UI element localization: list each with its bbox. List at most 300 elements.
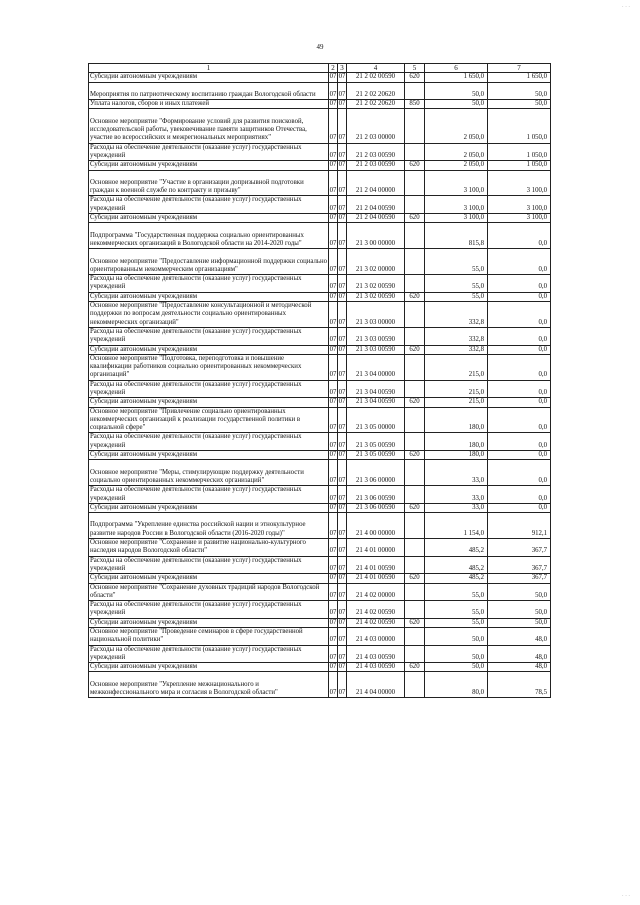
table-row — [89, 486, 551, 504]
header-cell: 7 — [488, 64, 551, 73]
row-section: 07 — [329, 354, 338, 380]
row-expense-type — [405, 380, 425, 398]
row-amount-2019: 180,0 — [425, 433, 488, 451]
row-amount-2019: 180,0 — [425, 451, 488, 460]
row-expense-type: 620 — [405, 214, 425, 223]
row-name: Расходы на обеспечение деятельности (оказание услуг) государственных учреждений — [89, 380, 329, 398]
row-amount-2019: 55,0 — [425, 292, 488, 301]
row-subsection: 07 — [338, 460, 347, 486]
row-amount-2019: 2 050,0 — [425, 109, 488, 143]
row-section: 07 — [329, 503, 337, 511]
row-section: 07 — [329, 249, 338, 275]
row-section: 07 — [329, 663, 337, 671]
row-amount-2020: 0,0 — [488, 223, 551, 249]
row-subsection: 07 — [338, 503, 346, 511]
row-expense-type: 620 — [405, 503, 425, 512]
table-row — [89, 460, 551, 486]
row-expense-type — [405, 143, 425, 161]
row-amount-2019: 180,0 — [425, 407, 488, 433]
row-section: 07 — [329, 170, 338, 196]
row-target-code: 21 3 04 00000 — [347, 354, 405, 380]
row-expense-type — [405, 249, 425, 275]
row-amount-2020: 78,5 — [488, 672, 551, 698]
row-amount-2020: 0,0 — [488, 398, 551, 407]
row-target-code: 21 4 02 00590 — [347, 601, 405, 619]
row-section: 07 — [329, 302, 338, 328]
table-row — [89, 628, 551, 646]
row-amount-2020: 3 100,0 — [488, 214, 551, 223]
table-row — [89, 451, 551, 460]
header-cell: 5 — [405, 64, 425, 73]
row-target-code: 21 3 05 00590 — [347, 433, 405, 451]
corner-mark-top: · · · — [622, 4, 630, 10]
table-row — [89, 143, 551, 161]
row-amount-2020: 3 100,0 — [488, 196, 551, 214]
row-target-code: 21 3 05 00590 — [347, 451, 405, 460]
row-name: Субсидии автономным учреждениям — [89, 618, 329, 627]
table-row — [89, 618, 551, 627]
row-expense-type: 620 — [405, 618, 425, 627]
row-amount-2019: 33,0 — [425, 503, 488, 512]
row-name: Подпрограмма "Государственная поддержка социально ориентированных некоммерческих организаций в Вологодской области на 2014-2020 годы" — [89, 223, 329, 249]
row-subsection: 07 — [338, 398, 346, 406]
row-subsection: 07 — [338, 354, 347, 380]
row-target-code: 21 3 05 00000 — [347, 407, 405, 433]
table-row — [89, 574, 551, 583]
row-name: Подпрограмма "Укрепление единства российской нации и этнокультурное развитие народов России в Вологодской области (2016-2020 годы)" — [89, 513, 329, 539]
row-amount-2019: 485,2 — [425, 574, 488, 583]
row-amount-2019: 3 100,0 — [425, 196, 488, 214]
row-subsection: 07 — [338, 73, 346, 81]
row-amount-2019: 33,0 — [425, 486, 488, 504]
row-amount-2020: 0,0 — [488, 275, 551, 293]
row-target-code: 21 3 06 00000 — [347, 460, 405, 486]
row-name: Расходы на обеспечение деятельности (оказание услуг) государственных учреждений — [89, 433, 329, 451]
row-target-code: 21 3 02 00590 — [347, 292, 405, 301]
row-amount-2019: 215,0 — [425, 380, 488, 398]
row-target-code: 21 3 03 00590 — [347, 327, 405, 345]
table-row — [89, 345, 551, 354]
row-subsection: 07 — [338, 407, 347, 433]
row-name: Основное мероприятие "Проведение семинаров в сфере государственной национальной политики" — [89, 628, 329, 646]
row-section: 07 — [329, 398, 337, 406]
row-target-code: 21 3 02 00590 — [347, 275, 405, 293]
row-section: 07 — [329, 275, 338, 293]
table-row — [89, 556, 551, 574]
row-section: 07 — [329, 451, 337, 459]
row-name: Расходы на обеспечение деятельности (оказание услуг) государственных учреждений — [89, 275, 329, 293]
row-target-code: 21 4 01 00590 — [347, 556, 405, 574]
row-target-code: 21 3 03 00000 — [347, 302, 405, 328]
row-subsection: 07 — [338, 628, 347, 646]
row-name: Основное мероприятие "Предоставление консультационной и методической поддержки по вопросам деятельности социально ориентированных некоммерческих организаций" — [89, 302, 329, 328]
row-target-code: 21 4 03 00590 — [347, 663, 405, 672]
budget-table — [88, 63, 551, 698]
row-subsection: 07 — [338, 556, 347, 574]
row-name: Субсидии автономным учреждениям — [89, 663, 329, 672]
row-expense-type — [405, 460, 425, 486]
row-expense-type — [405, 275, 425, 293]
row-expense-type — [405, 196, 425, 214]
row-amount-2019: 50,0 — [425, 663, 488, 672]
row-subsection: 07 — [338, 574, 346, 582]
row-amount-2020: 1 050,0 — [488, 161, 551, 170]
table-row — [89, 513, 551, 539]
row-amount-2019: 55,0 — [425, 249, 488, 275]
table-row — [89, 354, 551, 380]
header-cell: 3 — [338, 64, 347, 73]
row-amount-2020: 0,0 — [488, 249, 551, 275]
row-name: Расходы на обеспечение деятельности (оказание услуг) государственных учреждений — [89, 196, 329, 214]
row-subsection: 07 — [338, 433, 347, 451]
row-amount-2019: 215,0 — [425, 354, 488, 380]
row-target-code: 21 3 06 00590 — [347, 486, 405, 504]
table-row — [89, 249, 551, 275]
row-subsection: 07 — [338, 645, 347, 663]
row-section: 07 — [329, 486, 338, 504]
row-subsection: 07 — [338, 618, 346, 626]
row-name: Субсидии автономным учреждениям — [89, 73, 329, 82]
row-section: 07 — [329, 327, 338, 345]
row-name: Субсидии автономным учреждениям — [89, 574, 329, 583]
row-amount-2019: 55,0 — [425, 618, 488, 627]
row-amount-2019: 1 650,0 — [425, 73, 488, 82]
table-row — [89, 73, 551, 82]
row-expense-type: 620 — [405, 73, 425, 82]
row-target-code: 21 4 01 00000 — [347, 539, 405, 557]
row-target-code: 21 4 02 00590 — [347, 618, 405, 627]
row-name: Расходы на обеспечение деятельности (оказание услуг) государственных учреждений — [89, 601, 329, 619]
row-name: Субсидии автономным учреждениям — [89, 161, 329, 170]
row-section: 07 — [329, 645, 338, 663]
row-amount-2019: 50,0 — [425, 82, 488, 100]
row-subsection: 07 — [338, 380, 347, 398]
row-expense-type — [405, 628, 425, 646]
row-expense-type — [405, 645, 425, 663]
row-subsection: 07 — [338, 100, 346, 108]
row-expense-type — [405, 223, 425, 249]
row-target-code: 21 4 04 00000 — [347, 672, 405, 698]
row-subsection: 07 — [338, 143, 347, 161]
row-expense-type — [405, 601, 425, 619]
row-subsection: 07 — [338, 345, 346, 353]
row-name: Основное мероприятие "Предоставление информационной поддержки социально ориентированным некоммерческим организациям" — [89, 249, 329, 275]
row-amount-2020: 0,0 — [488, 327, 551, 345]
table-row — [89, 214, 551, 223]
table-row — [89, 663, 551, 672]
row-name: Основное мероприятие "Формирование условий для развития поисковой, исследовательской работы, увековечивание памяти защитников Отечества, участие во всероссийских и межрегиональных мероприятиях" — [89, 109, 329, 143]
row-amount-2020: 0,0 — [488, 460, 551, 486]
row-amount-2019: 215,0 — [425, 398, 488, 407]
row-section: 07 — [329, 223, 338, 249]
row-amount-2020: 48,0 — [488, 663, 551, 672]
row-target-code: 21 2 02 20620 — [347, 82, 405, 100]
row-name: Основное мероприятие "Подготовка, переподготовка и повышение квалификации работников социально ориентированных некоммерческих организаций" — [89, 354, 329, 380]
row-section: 07 — [329, 601, 338, 619]
row-amount-2020: 50,0 — [488, 618, 551, 627]
row-expense-type — [405, 556, 425, 574]
row-expense-type — [405, 82, 425, 100]
row-amount-2019: 55,0 — [425, 601, 488, 619]
table-row — [89, 380, 551, 398]
row-expense-type: 620 — [405, 161, 425, 170]
table-row — [89, 292, 551, 301]
header-cell: 1 — [89, 64, 329, 73]
row-name: Основное мероприятие "Сохранение и развитие национально-культурного наследия народов Вологодской области" — [89, 539, 329, 557]
row-subsection: 07 — [338, 663, 346, 671]
row-target-code: 21 4 03 00000 — [347, 628, 405, 646]
header-cell: 4 — [347, 64, 405, 73]
row-expense-type: 620 — [405, 451, 425, 460]
row-section: 07 — [329, 539, 338, 557]
row-section: 07 — [329, 618, 337, 626]
row-name: Субсидии автономным учреждениям — [89, 345, 329, 354]
row-expense-type — [405, 302, 425, 328]
row-target-code: 21 3 03 00590 — [347, 345, 405, 354]
row-subsection: 07 — [338, 214, 346, 222]
row-section: 07 — [329, 100, 337, 108]
row-name: Субсидии автономным учреждениям — [89, 292, 329, 301]
row-name: Уплата налогов, сборов и иных платежей — [89, 100, 329, 109]
row-expense-type — [405, 170, 425, 196]
row-subsection: 07 — [338, 601, 347, 619]
row-name: Расходы на обеспечение деятельности (оказание услуг) государственных учреждений — [89, 556, 329, 574]
row-section: 07 — [329, 583, 338, 601]
table-row — [89, 601, 551, 619]
row-amount-2020: 367,7 — [488, 556, 551, 574]
row-amount-2020: 50,0 — [488, 100, 551, 109]
row-subsection: 07 — [338, 249, 347, 275]
row-target-code: 21 3 04 00590 — [347, 398, 405, 407]
row-subsection: 07 — [338, 451, 346, 459]
row-section: 07 — [329, 73, 337, 81]
row-amount-2020: 0,0 — [488, 380, 551, 398]
row-subsection: 07 — [338, 170, 347, 196]
row-section: 07 — [329, 345, 337, 353]
table-row — [89, 196, 551, 214]
row-subsection: 07 — [338, 327, 347, 345]
table-row — [89, 161, 551, 170]
table-row — [89, 275, 551, 293]
row-amount-2020: 0,0 — [488, 486, 551, 504]
row-name: Основное мероприятие "Участие в организации допризывной подготовки граждан к военной службе по контракту и призыву" — [89, 170, 329, 196]
row-name: Субсидии автономным учреждениям — [89, 398, 329, 407]
row-name: Субсидии автономным учреждениям — [89, 503, 329, 512]
row-amount-2019: 1 154,0 — [425, 513, 488, 539]
row-target-code: 21 2 04 00000 — [347, 170, 405, 196]
row-amount-2020: 0,0 — [488, 345, 551, 354]
row-amount-2019: 3 100,0 — [425, 214, 488, 223]
row-amount-2019: 2 050,0 — [425, 143, 488, 161]
row-amount-2020: 48,0 — [488, 645, 551, 663]
row-target-code: 21 2 03 00000 — [347, 109, 405, 143]
row-amount-2020: 50,0 — [488, 583, 551, 601]
row-amount-2020: 367,7 — [488, 539, 551, 557]
row-section: 07 — [329, 380, 338, 398]
row-amount-2020: 1 050,0 — [488, 143, 551, 161]
header-cell: 2 — [329, 64, 338, 73]
table-header-row — [89, 64, 551, 73]
row-section: 07 — [329, 556, 338, 574]
row-amount-2020: 0,0 — [488, 292, 551, 301]
row-amount-2020: 912,1 — [488, 513, 551, 539]
row-target-code: 21 2 04 00590 — [347, 196, 405, 214]
row-expense-type — [405, 354, 425, 380]
row-amount-2019: 50,0 — [425, 628, 488, 646]
table-row — [89, 223, 551, 249]
row-subsection: 07 — [338, 513, 347, 539]
row-name: Субсидии автономным учреждениям — [89, 214, 329, 223]
row-target-code: 21 2 02 00590 — [347, 73, 405, 82]
row-expense-type — [405, 327, 425, 345]
page-number: 49 — [316, 43, 324, 51]
row-name: Расходы на обеспечение деятельности (оказание услуг) государственных учреждений — [89, 486, 329, 504]
row-expense-type: 620 — [405, 398, 425, 407]
row-section: 07 — [329, 82, 338, 100]
row-name: Расходы на обеспечение деятельности (оказание услуг) государственных учреждений — [89, 143, 329, 161]
row-amount-2019: 2 050,0 — [425, 161, 488, 170]
row-amount-2020: 0,0 — [488, 433, 551, 451]
row-target-code: 21 3 00 00000 — [347, 223, 405, 249]
row-target-code: 21 4 01 00590 — [347, 574, 405, 583]
row-expense-type: 620 — [405, 574, 425, 583]
row-expense-type: 620 — [405, 345, 425, 354]
row-section: 07 — [329, 574, 337, 582]
row-target-code: 21 2 02 20620 — [347, 100, 405, 109]
header-cell: 6 — [425, 64, 488, 73]
table-row — [89, 109, 551, 143]
row-amount-2020: 0,0 — [488, 407, 551, 433]
row-subsection: 07 — [338, 583, 347, 601]
row-target-code: 21 4 00 00000 — [347, 513, 405, 539]
row-amount-2020: 0,0 — [488, 302, 551, 328]
row-amount-2020: 50,0 — [488, 601, 551, 619]
row-amount-2019: 815,8 — [425, 223, 488, 249]
table-row — [89, 672, 551, 698]
row-section: 07 — [329, 214, 337, 222]
row-amount-2019: 33,0 — [425, 460, 488, 486]
row-amount-2020: 367,7 — [488, 574, 551, 583]
table-row — [89, 170, 551, 196]
row-amount-2020: 0,0 — [488, 451, 551, 460]
table-row — [89, 327, 551, 345]
table-row — [89, 100, 551, 109]
row-amount-2020: 0,0 — [488, 503, 551, 512]
row-subsection: 07 — [338, 539, 347, 557]
table-row — [89, 407, 551, 433]
row-amount-2019: 332,8 — [425, 302, 488, 328]
row-amount-2020: 50,0 — [488, 82, 551, 100]
row-expense-type: 620 — [405, 663, 425, 672]
row-target-code: 21 4 03 00590 — [347, 645, 405, 663]
row-amount-2019: 80,0 — [425, 672, 488, 698]
row-subsection: 07 — [338, 302, 347, 328]
row-section: 07 — [329, 433, 338, 451]
row-amount-2019: 3 100,0 — [425, 170, 488, 196]
table-row — [89, 503, 551, 512]
row-subsection: 07 — [338, 109, 347, 143]
row-section: 07 — [329, 143, 338, 161]
row-section: 07 — [329, 460, 338, 486]
row-name: Расходы на обеспечение деятельности (оказание услуг) государственных учреждений — [89, 327, 329, 345]
row-amount-2020: 1 050,0 — [488, 109, 551, 143]
row-amount-2019: 332,8 — [425, 345, 488, 354]
row-amount-2019: 485,2 — [425, 556, 488, 574]
row-amount-2019: 50,0 — [425, 100, 488, 109]
table-row — [89, 645, 551, 663]
row-name: Расходы на обеспечение деятельности (оказание услуг) государственных учреждений — [89, 645, 329, 663]
row-subsection: 07 — [338, 292, 346, 300]
row-name: Мероприятия по патриотическому воспитанию граждан Вологодской области — [89, 82, 329, 100]
row-name: Основное мероприятие "Укрепление межнационального и межконфессионального мира и согласия в Вологодской области" — [89, 672, 329, 698]
row-amount-2019: 50,0 — [425, 645, 488, 663]
row-expense-type — [405, 486, 425, 504]
row-expense-type — [405, 539, 425, 557]
row-subsection: 07 — [338, 82, 347, 100]
table-row — [89, 539, 551, 557]
row-subsection: 07 — [338, 161, 346, 169]
row-target-code: 21 2 04 00590 — [347, 214, 405, 223]
row-expense-type — [405, 513, 425, 539]
row-expense-type — [405, 407, 425, 433]
row-subsection: 07 — [338, 275, 347, 293]
row-subsection: 07 — [338, 672, 347, 698]
row-expense-type: 850 — [405, 100, 425, 109]
row-target-code: 21 3 04 00590 — [347, 380, 405, 398]
row-amount-2019: 55,0 — [425, 583, 488, 601]
table-row — [89, 302, 551, 328]
table-row — [89, 583, 551, 601]
row-name: Основное мероприятие "Привлечение социально ориентированных некоммерческих организаций к реализации государственной политики в социальной сфере" — [89, 407, 329, 433]
row-target-code: 21 3 06 00590 — [347, 503, 405, 512]
row-target-code: 21 4 02 00000 — [347, 583, 405, 601]
row-expense-type: 620 — [405, 292, 425, 301]
row-name: Основное мероприятие "Сохранение духовных традиций народов Вологодской области" — [89, 583, 329, 601]
row-target-code: 21 3 02 00000 — [347, 249, 405, 275]
row-expense-type — [405, 109, 425, 143]
row-amount-2020: 3 100,0 — [488, 170, 551, 196]
row-amount-2019: 332,8 — [425, 327, 488, 345]
row-name: Основное мероприятие "Меры, стимулирующие поддержку деятельности социально ориентированных некоммерческих организаций" — [89, 460, 329, 486]
row-target-code: 21 2 03 00590 — [347, 143, 405, 161]
table-row — [89, 82, 551, 100]
row-amount-2020: 0,0 — [488, 354, 551, 380]
row-section: 07 — [329, 513, 338, 539]
row-section: 07 — [329, 628, 338, 646]
table-row — [89, 433, 551, 451]
row-subsection: 07 — [338, 223, 347, 249]
row-expense-type — [405, 672, 425, 698]
row-amount-2019: 55,0 — [425, 275, 488, 293]
row-section: 07 — [329, 161, 337, 169]
table-row — [89, 398, 551, 407]
row-amount-2020: 1 650,0 — [488, 73, 551, 82]
row-section: 07 — [329, 292, 337, 300]
corner-mark-bottom: · · · — [622, 893, 630, 899]
row-section: 07 — [329, 109, 338, 143]
row-section: 07 — [329, 407, 338, 433]
row-amount-2020: 48,0 — [488, 628, 551, 646]
row-expense-type — [405, 433, 425, 451]
row-subsection: 07 — [338, 486, 347, 504]
row-target-code: 21 2 03 00590 — [347, 161, 405, 170]
row-expense-type — [405, 583, 425, 601]
row-section: 07 — [329, 196, 338, 214]
row-subsection: 07 — [338, 196, 347, 214]
row-amount-2019: 485,2 — [425, 539, 488, 557]
row-section: 07 — [329, 672, 338, 698]
row-name: Субсидии автономным учреждениям — [89, 451, 329, 460]
